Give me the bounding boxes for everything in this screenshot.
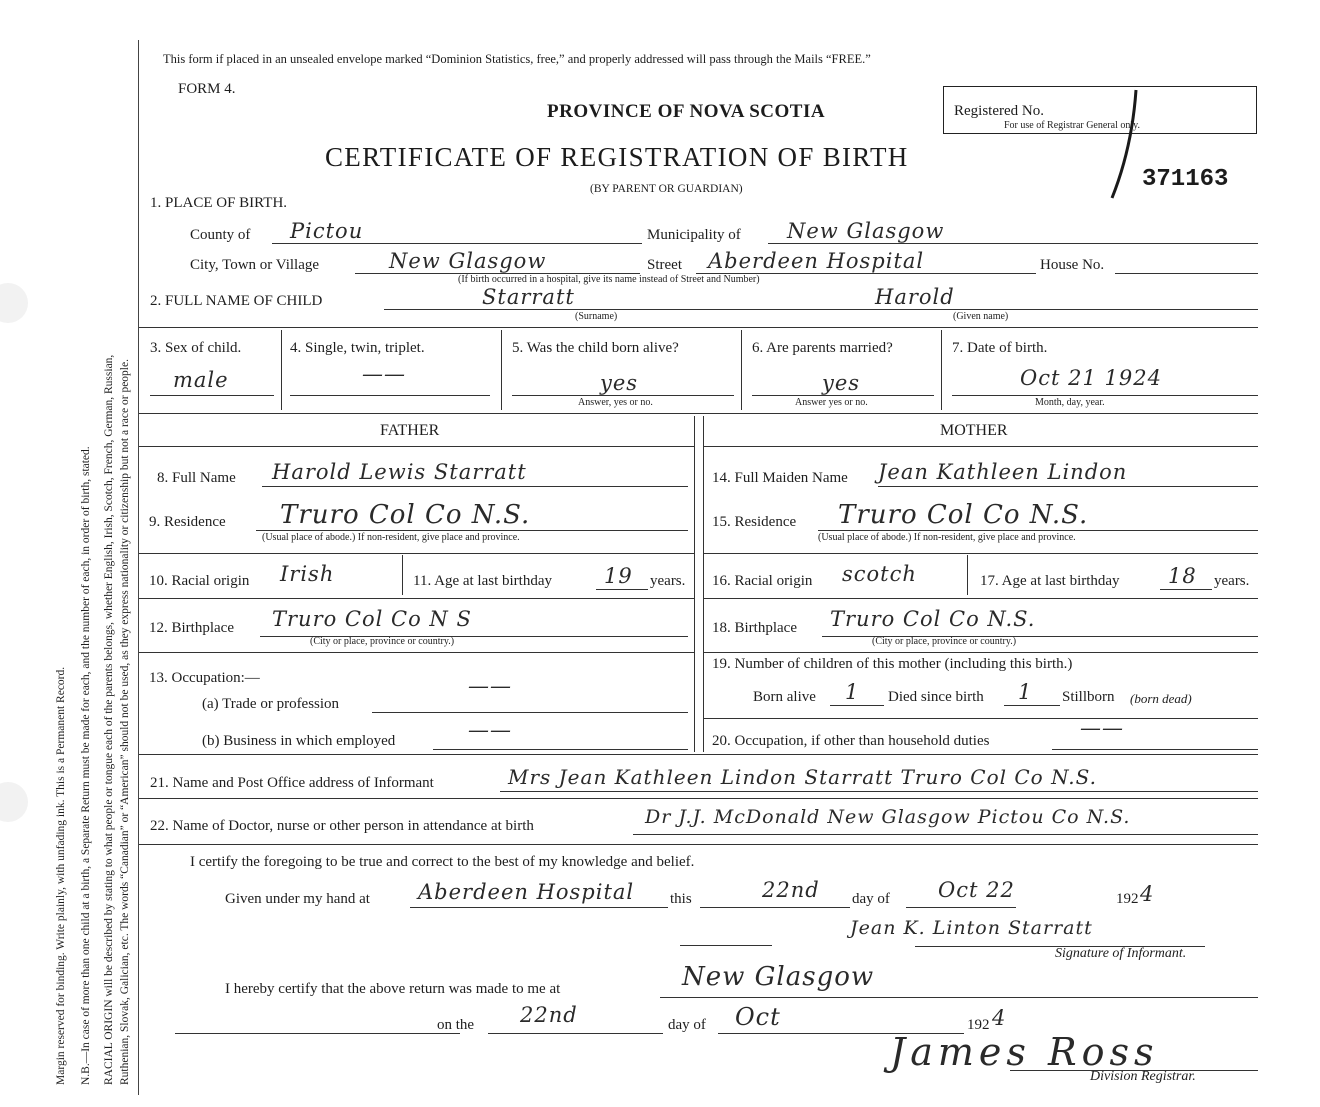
- given-day-of-label: day of: [852, 891, 890, 907]
- heading-rule-right: [703, 446, 1258, 447]
- province-heading: PROVINCE OF NOVA SCOTIA: [547, 101, 826, 122]
- plurality-rule: [290, 395, 490, 396]
- mother-name-rule: [878, 486, 1258, 487]
- row-3-top-rule: [139, 327, 1258, 328]
- registrar-stroke: [1106, 88, 1146, 208]
- registrar-caption: Division Registrar.: [1090, 1069, 1196, 1084]
- dob-value: Oct 21 1924: [1020, 366, 1162, 390]
- dob-note: Month, day, year.: [1035, 397, 1105, 408]
- mother-race-value: scotch: [842, 562, 917, 586]
- registered-number: 371163: [1142, 166, 1229, 193]
- plurality-label: 4. Single, twin, triplet.: [290, 340, 425, 356]
- mother-race-label: 16. Racial origin: [712, 573, 813, 589]
- sex-value: male: [173, 368, 229, 392]
- mother-residence-label: 15. Residence: [712, 514, 797, 530]
- married-note: Answer yes or no.: [795, 397, 868, 408]
- mother-occupation-value: ——: [1080, 716, 1124, 740]
- on-the-label: on the: [437, 1017, 475, 1033]
- registered-note: For use of Registrar General only.: [1004, 120, 1140, 131]
- side-note-multiple-births: N.B.—In case of more than one child at a birth, a Separate Return must be made for each, and the number of each, in order of birth, stated.: [80, 446, 92, 1085]
- margin-rule: [138, 40, 139, 1095]
- dob-label: 7. Date of birth.: [952, 340, 1048, 356]
- street-value: Aberdeen Hospital: [708, 249, 925, 273]
- div-5-6: [741, 330, 742, 410]
- given-year-prefix: 192: [1116, 891, 1139, 907]
- parents-divider-left: [694, 416, 695, 752]
- father-race-label: 10. Racial origin: [149, 573, 250, 589]
- municipality-value: New Glasgow: [787, 219, 945, 243]
- parents-top-rule: [139, 413, 1258, 414]
- div-3-4: [281, 330, 282, 410]
- county-rule: [272, 243, 642, 244]
- doctor-value: Dr J.J. McDonald New Glasgow Pictou Co N.S.: [645, 806, 1131, 828]
- father-row13-rule: [139, 652, 694, 653]
- registrar-year-digit: 4: [992, 1006, 1007, 1030]
- sex-rule: [150, 395, 274, 396]
- div-4-5: [501, 330, 502, 410]
- born-alive-count-rule: [830, 705, 884, 706]
- married-rule: [752, 395, 934, 396]
- parents-divider-right: [703, 416, 704, 752]
- this-label: this: [670, 891, 692, 907]
- registrar-year-prefix: 192: [967, 1017, 990, 1033]
- city-label: City, Town or Village: [190, 257, 320, 273]
- county-label: County of: [190, 227, 251, 243]
- father-name-value: Harold Lewis Starratt: [272, 460, 527, 484]
- mother-age-value: 18: [1168, 564, 1197, 588]
- registrar-statement: I hereby certify that the above return was made to me at: [225, 981, 561, 997]
- mother-row18-rule: [703, 598, 1258, 599]
- certification-statement: I certify the foregoing to be true and correct to the best of my knowledge and belief.: [190, 854, 695, 870]
- father-age-label: 11. Age at last birthday: [413, 573, 552, 589]
- occupation-label: 13. Occupation:—: [149, 670, 260, 686]
- mother-years: years.: [1214, 573, 1250, 589]
- certificate-subtitle: (BY PARENT OR GUARDIAN): [590, 183, 743, 195]
- mother-residence-value: Truro Col Co N.S.: [838, 500, 1089, 530]
- father-birthplace-value: Truro Col Co N S: [272, 607, 472, 631]
- street-label: Street: [647, 257, 682, 273]
- mother-row19-rule: [703, 652, 1258, 653]
- side-note-nationality: Ruthenian, Slovak, Galician, etc. The words “Canadian” or “American” should not be used, as they express nationality or citizenship but not a race or people.: [119, 359, 131, 1085]
- child-given-name: Harold: [875, 285, 955, 309]
- trade-label: (a) Trade or profession: [202, 696, 340, 712]
- child-name-label: 2. FULL NAME OF CHILD: [150, 293, 323, 309]
- mother-heading: MOTHER: [940, 422, 1008, 439]
- doctor-rule: [633, 834, 1258, 835]
- given-month-rule: [906, 907, 1016, 908]
- dob-rule: [952, 395, 1258, 396]
- mother-occupation-rule: [1052, 749, 1258, 750]
- heading-rule-left: [139, 446, 694, 447]
- registered-number-box: [943, 86, 1257, 134]
- city-value: New Glasgow: [389, 249, 547, 273]
- mother-birthplace-note: (City or place, province or country.): [872, 636, 1017, 647]
- mother-name-label: 14. Full Maiden Name: [712, 470, 848, 486]
- mother-row16-rule: [703, 553, 1258, 554]
- registrar-day-of-label: day of: [668, 1017, 706, 1033]
- house-number-label: House No.: [1040, 257, 1105, 273]
- mother-name-value: Jean Kathleen Lindon: [878, 460, 1128, 484]
- informant-signature: Jean K. Linton Starratt: [850, 917, 1093, 939]
- father-race-divider: [402, 555, 403, 595]
- postal-note: This form if placed in an unsealed envelope marked “Dominion Statistics, free,” and properly addressed will pass through the Mails “FREE.”: [163, 52, 871, 66]
- punch-hole-top: [0, 283, 28, 323]
- trade-rule: [372, 712, 688, 713]
- registrar-day-value: 22nd: [520, 1003, 578, 1027]
- registered-label: Registered No.: [954, 103, 1044, 119]
- married-value: yes: [822, 371, 861, 395]
- given-under-label: Given under my hand at: [225, 891, 370, 907]
- given-month-value: Oct 22: [938, 878, 1015, 902]
- place-of-birth-heading: 1. PLACE OF BIRTH.: [150, 195, 288, 211]
- mother-birthplace-label: 18. Birthplace: [712, 620, 797, 636]
- mother-age-label: 17. Age at last birthday: [980, 573, 1120, 589]
- registrar-leader-rule: [175, 1033, 460, 1034]
- father-row12-rule: [139, 598, 694, 599]
- trade-value: ——: [468, 674, 512, 698]
- punch-hole-bottom: [0, 782, 28, 822]
- stillborn-note: (born dead): [1130, 691, 1192, 706]
- father-age-rule: [596, 589, 648, 590]
- mother-residence-note: (Usual place of abode.) If non-resident, give place and province.: [818, 532, 1076, 543]
- given-day-value: 22nd: [762, 878, 820, 902]
- registrar-place-value: New Glasgow: [682, 962, 875, 992]
- side-note-racial-origin: RACIAL ORIGIN will be described by stating to what people or tongue each of the parents belongs, whether English, Irish, Scotch, French, German, Russian,: [103, 354, 115, 1085]
- registrar-signature: James Ross: [890, 1030, 1159, 1074]
- informant-signature-caption: Signature of Informant.: [1055, 946, 1187, 961]
- father-race-value: Irish: [280, 562, 335, 586]
- father-residence-value: Truro Col Co N.S.: [280, 500, 531, 530]
- mother-row20-rule: [703, 718, 1258, 719]
- registrar-day-rule: [488, 1033, 663, 1034]
- side-note-binding: Margin reserved for binding. Write plainly, with unfading ink. This is a Permanent Record.: [55, 666, 67, 1085]
- given-day-rule: [700, 907, 850, 908]
- informant-value: Mrs Jean Kathleen Lindon Starratt Truro Col Co N.S.: [508, 765, 1098, 789]
- registrar-month-value: Oct: [735, 1003, 781, 1031]
- born-alive-count-label: Born alive: [753, 689, 816, 705]
- born-alive-rule: [512, 395, 734, 396]
- doctor-label: 22. Name of Doctor, nurse or other person in attendance at birth: [150, 818, 534, 834]
- house-rule: [1115, 273, 1258, 274]
- business-rule: [433, 749, 688, 750]
- father-birthplace-note: (City or place, province or country.): [310, 636, 455, 647]
- mother-race-divider: [967, 555, 968, 595]
- born-alive-count-value: 1: [845, 680, 860, 704]
- informant-label: 21. Name and Post Office address of Informant: [150, 775, 434, 791]
- father-name-rule: [262, 486, 688, 487]
- father-residence-note: (Usual place of abode.) If non-resident, give place and province.: [262, 532, 520, 543]
- municipality-label: Municipality of: [647, 227, 741, 243]
- plurality-value: ——: [362, 362, 406, 386]
- given-year-digit: 4: [1140, 882, 1155, 906]
- stillborn-label: Stillborn: [1062, 689, 1115, 705]
- surname-caption: (Surname): [575, 311, 618, 322]
- mother-occupation-label: 20. Occupation, if other than household duties: [712, 733, 990, 749]
- mother-residence-rule: [818, 530, 1258, 531]
- county-value: Pictou: [290, 219, 364, 243]
- given-name-caption: (Given name): [953, 311, 1009, 322]
- married-label: 6. Are parents married?: [752, 340, 893, 356]
- born-alive-note: Answer, yes or no.: [578, 397, 653, 408]
- hospital-note: (If birth occurred in a hospital, give its name instead of Street and Number): [458, 274, 760, 285]
- died-value: 1: [1018, 680, 1033, 704]
- father-row10-rule: [139, 553, 694, 554]
- row-22-top-rule: [139, 798, 1258, 799]
- died-rule: [1004, 705, 1060, 706]
- father-residence-rule: [256, 530, 688, 531]
- father-name-label: 8. Full Name: [157, 470, 236, 486]
- born-alive-value: yes: [600, 371, 639, 395]
- born-alive-label: 5. Was the child born alive?: [512, 340, 679, 356]
- certificate-title: CERTIFICATE OF REGISTRATION OF BIRTH: [325, 142, 909, 172]
- father-birthplace-label: 12. Birthplace: [149, 620, 234, 636]
- registrar-place-rule: [660, 997, 1258, 998]
- sex-label: 3. Sex of child.: [150, 340, 242, 356]
- municipality-rule: [768, 243, 1258, 244]
- mother-age-rule: [1160, 589, 1212, 590]
- child-name-rule: [384, 309, 1258, 310]
- father-heading: FATHER: [380, 422, 440, 439]
- business-label: (b) Business in which employed: [202, 733, 396, 749]
- given-place-value: Aberdeen Hospital: [418, 880, 635, 904]
- children-count-label: 19. Number of children of this mother (including this birth.): [712, 656, 1073, 672]
- informant-rule: [500, 791, 1258, 792]
- row-21-top-rule: [139, 754, 1258, 755]
- child-surname: Starratt: [482, 285, 575, 309]
- father-residence-label: 9. Residence: [149, 514, 226, 530]
- father-age-value: 19: [604, 564, 633, 588]
- business-value: ——: [468, 718, 512, 742]
- seal-rule: [680, 945, 772, 946]
- div-6-7: [941, 330, 942, 410]
- given-place-rule: [410, 907, 668, 908]
- died-label: Died since birth: [888, 689, 984, 705]
- form-number: FORM 4.: [178, 81, 236, 97]
- mother-birthplace-value: Truro Col Co N.S.: [830, 607, 1036, 631]
- father-years: years.: [650, 573, 686, 589]
- row-22-bottom-rule: [139, 844, 1258, 845]
